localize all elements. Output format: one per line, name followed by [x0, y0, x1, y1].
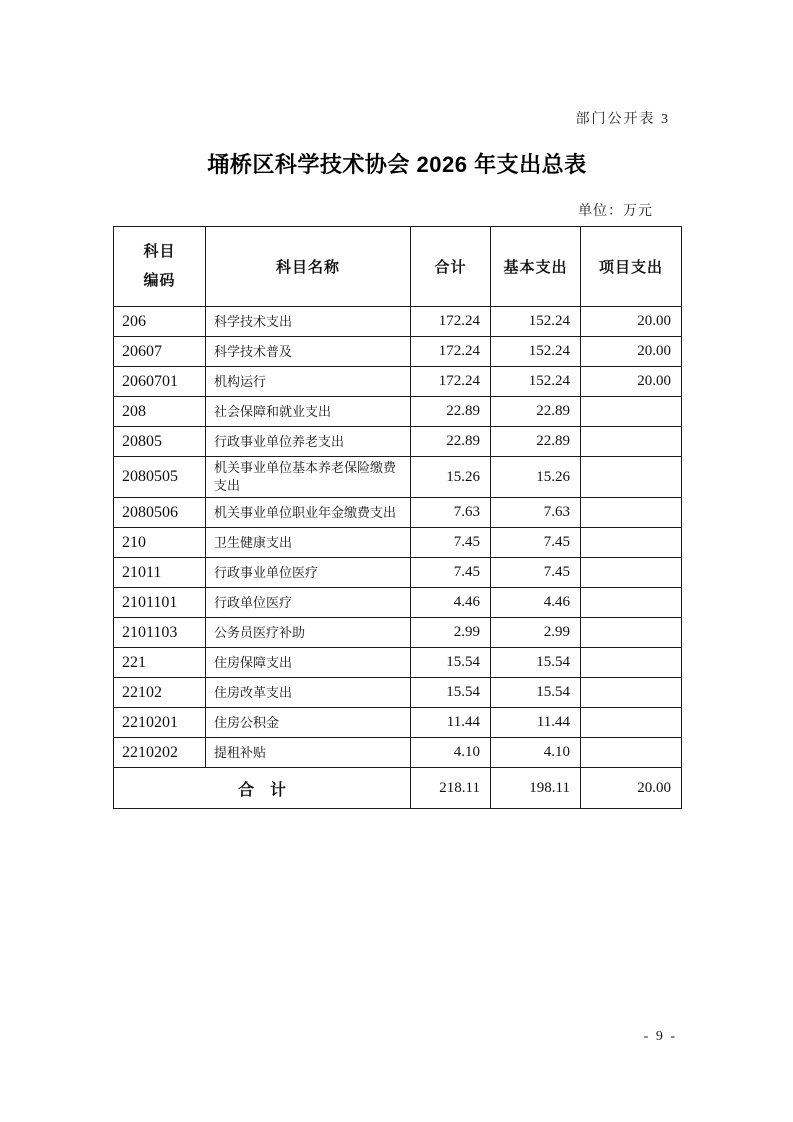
table-row — [114, 367, 682, 397]
header-subject-code-line2: 编码 — [143, 273, 176, 289]
table-row — [114, 588, 682, 618]
header-basic-expenditure: 基本支出 — [491, 227, 581, 307]
project-value-cell — [581, 678, 682, 708]
subject-code-cell: 210 — [114, 528, 206, 558]
total-value-cell: 7.63 — [411, 498, 491, 528]
table-row — [114, 498, 682, 528]
basic-value-cell: 4.10 — [491, 738, 581, 768]
total-row-basic-value: 198.11 — [491, 768, 581, 809]
basic-value-cell: 7.63 — [491, 498, 581, 528]
table-footer — [114, 768, 682, 809]
total-row-total-value: 218.11 — [411, 768, 491, 809]
subject-code-cell: 2101101 — [114, 588, 206, 618]
subject-code-cell: 20805 — [114, 427, 206, 457]
project-value-cell — [581, 528, 682, 558]
header-row — [114, 227, 682, 307]
project-value-cell — [581, 397, 682, 427]
total-value-cell: 15.54 — [411, 678, 491, 708]
subject-name-cell: 行政事业单位医疗 — [206, 558, 411, 588]
subject-name-cell: 机关事业单位职业年金缴费支出 — [206, 498, 411, 528]
subject-name-cell: 公务员医疗补助 — [206, 618, 411, 648]
subject-name-cell: 科学技术支出 — [206, 307, 411, 337]
project-value-cell: 20.00 — [581, 337, 682, 367]
header-subject-name: 科目名称 — [206, 227, 411, 307]
subject-name-cell: 机关事业单位基本养老保险缴费支出 — [206, 457, 411, 498]
table-row — [114, 337, 682, 367]
table-row — [114, 618, 682, 648]
subject-code-cell: 2080505 — [114, 457, 206, 498]
header-total: 合计 — [411, 227, 491, 307]
subject-code-cell: 20607 — [114, 337, 206, 367]
basic-value-cell: 4.46 — [491, 588, 581, 618]
subject-name-cell: 住房保障支出 — [206, 648, 411, 678]
total-value-cell: 7.45 — [411, 558, 491, 588]
table-row — [114, 708, 682, 738]
total-row-project-value: 20.00 — [581, 768, 682, 809]
doc-label: 部门公开表 3 — [575, 112, 670, 127]
page-number: - 9 - — [643, 1029, 677, 1044]
subject-name-cell: 社会保障和就业支出 — [206, 397, 411, 427]
table-row — [114, 738, 682, 768]
project-value-cell — [581, 618, 682, 648]
basic-value-cell: 15.54 — [491, 678, 581, 708]
project-value-cell — [581, 558, 682, 588]
project-value-cell — [581, 648, 682, 678]
subject-code-cell: 221 — [114, 648, 206, 678]
project-value-cell — [581, 498, 682, 528]
subject-name-cell: 住房公积金 — [206, 708, 411, 738]
subject-name-cell: 机构运行 — [206, 367, 411, 397]
project-value-cell — [581, 738, 682, 768]
basic-value-cell: 7.45 — [491, 558, 581, 588]
total-value-cell: 4.10 — [411, 738, 491, 768]
page-title: 埇桥区科学技术协会 2026 年支出总表 — [207, 152, 587, 177]
total-value-cell: 172.24 — [411, 307, 491, 337]
subject-code-cell: 2210202 — [114, 738, 206, 768]
unit-note: 单位：万元 — [578, 204, 653, 219]
total-row — [114, 768, 682, 809]
subject-name-cell: 卫生健康支出 — [206, 528, 411, 558]
subject-code-cell: 22102 — [114, 678, 206, 708]
header-subject-code-line1: 科目 — [143, 243, 176, 260]
table-row — [114, 457, 682, 498]
subject-name-cell: 住房改革支出 — [206, 678, 411, 708]
total-value-cell: 11.44 — [411, 708, 491, 738]
table-row — [114, 307, 682, 337]
total-value-cell: 4.46 — [411, 588, 491, 618]
subject-code-cell: 2080506 — [114, 498, 206, 528]
total-value-cell: 172.24 — [411, 337, 491, 367]
subject-code-cell: 2210201 — [114, 708, 206, 738]
basic-value-cell: 152.24 — [491, 337, 581, 367]
table-row — [114, 678, 682, 708]
table-row — [114, 558, 682, 588]
subject-name-cell: 科学技术普及 — [206, 337, 411, 367]
total-value-cell: 7.45 — [411, 528, 491, 558]
total-value-cell: 15.26 — [411, 457, 491, 498]
basic-value-cell: 152.24 — [491, 367, 581, 397]
basic-value-cell: 15.26 — [491, 457, 581, 498]
table-header — [114, 227, 682, 307]
subject-name-cell: 提租补贴 — [206, 738, 411, 768]
total-value-cell: 22.89 — [411, 397, 491, 427]
project-value-cell — [581, 457, 682, 498]
basic-value-cell: 152.24 — [491, 307, 581, 337]
expenditure-table — [113, 226, 682, 809]
project-value-cell — [581, 427, 682, 457]
total-value-cell: 15.54 — [411, 648, 491, 678]
basic-value-cell: 22.89 — [491, 427, 581, 457]
project-value-cell: 20.00 — [581, 367, 682, 397]
subject-code-cell: 208 — [114, 397, 206, 427]
project-value-cell — [581, 588, 682, 618]
project-value-cell — [581, 708, 682, 738]
header-subject-code — [114, 227, 206, 307]
basic-value-cell: 11.44 — [491, 708, 581, 738]
table-row — [114, 648, 682, 678]
subject-name-cell: 行政单位医疗 — [206, 588, 411, 618]
total-value-cell: 22.89 — [411, 427, 491, 457]
table-row — [114, 397, 682, 427]
total-value-cell: 2.99 — [411, 618, 491, 648]
basic-value-cell: 2.99 — [491, 618, 581, 648]
subject-code-cell: 2101103 — [114, 618, 206, 648]
basic-value-cell: 22.89 — [491, 397, 581, 427]
total-value-cell: 172.24 — [411, 367, 491, 397]
table-body — [114, 307, 682, 768]
total-row-label: 合 计 — [114, 768, 411, 809]
basic-value-cell: 7.45 — [491, 528, 581, 558]
table-row — [114, 528, 682, 558]
basic-value-cell: 15.54 — [491, 648, 581, 678]
subject-name-cell: 行政事业单位养老支出 — [206, 427, 411, 457]
subject-code-cell: 206 — [114, 307, 206, 337]
header-project-expenditure: 项目支出 — [581, 227, 682, 307]
subject-code-cell: 21011 — [114, 558, 206, 588]
project-value-cell: 20.00 — [581, 307, 682, 337]
table-row — [114, 427, 682, 457]
subject-code-cell: 2060701 — [114, 367, 206, 397]
